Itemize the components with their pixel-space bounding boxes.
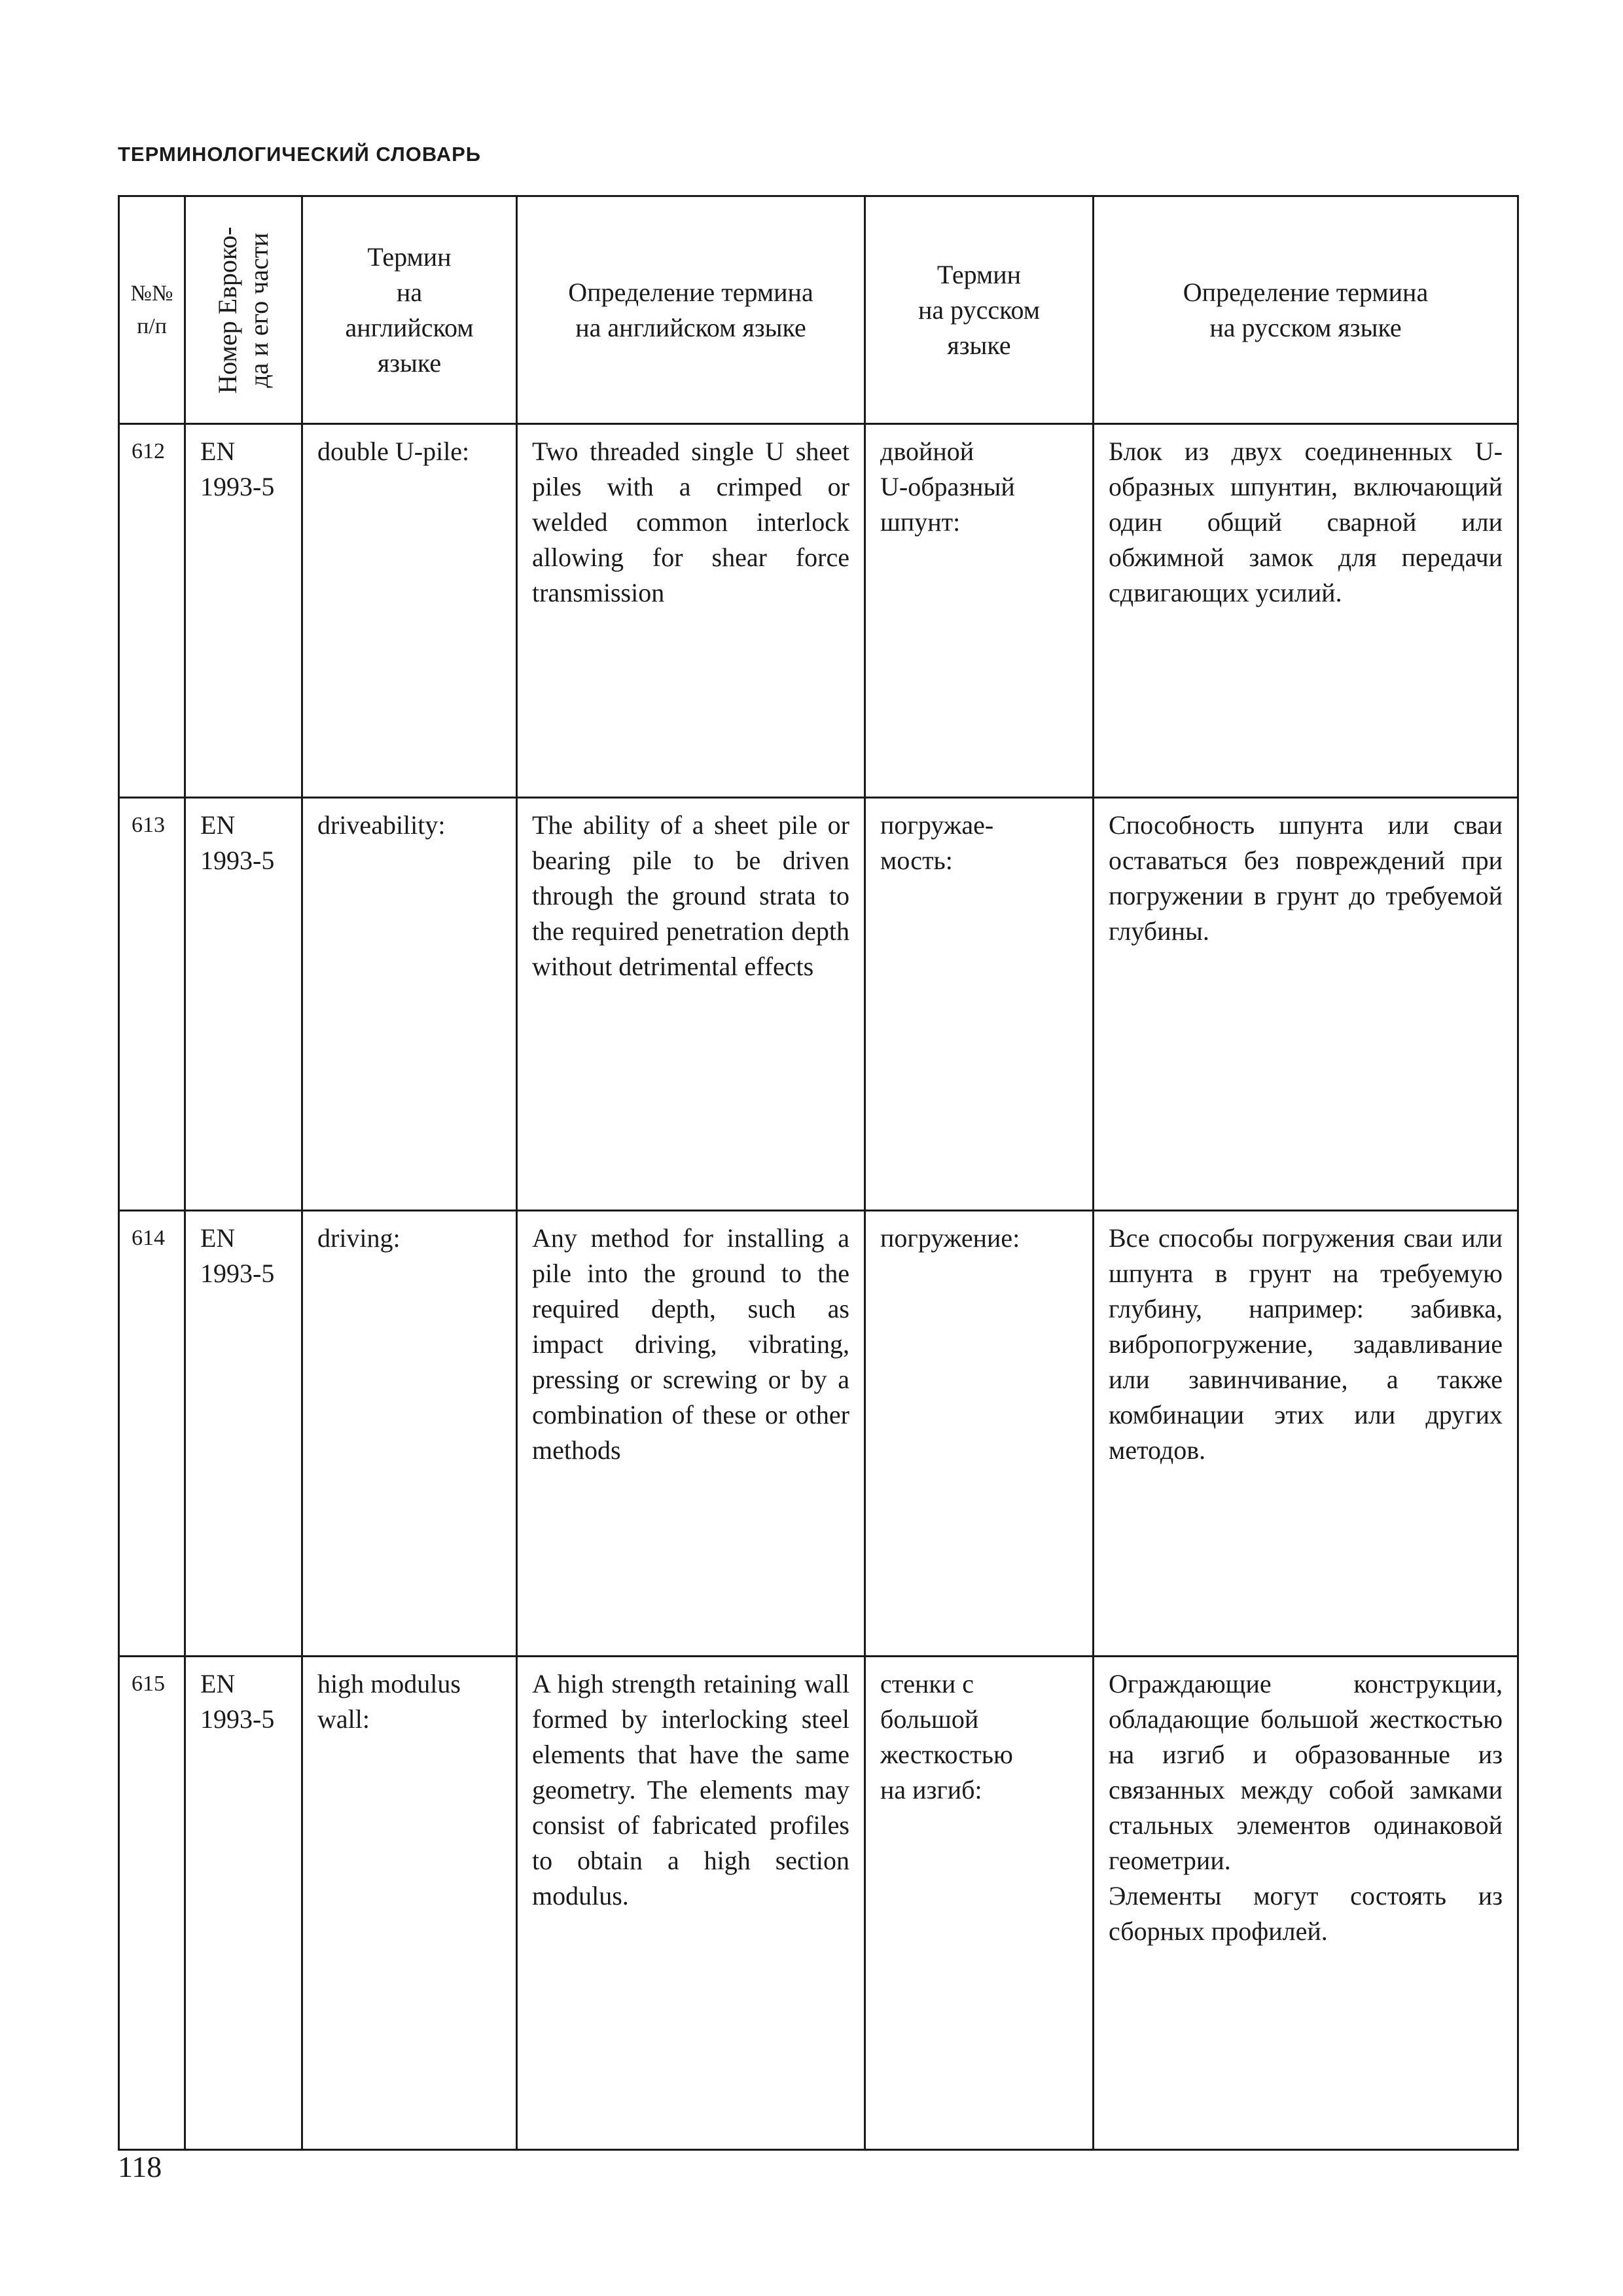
- header-eurocode-rotated: [212, 226, 275, 393]
- header-number: [119, 196, 185, 424]
- running-header: ТЕРМИНОЛОГИЧЕСКИЙ СЛОВАРЬ: [118, 143, 482, 166]
- eurocode-line: EN: [200, 1223, 236, 1253]
- header-term-ru-line: языке: [947, 330, 1011, 360]
- eurocode-line: 1993-5: [200, 846, 275, 875]
- entry-def-en: [517, 1211, 865, 1657]
- header-def-ru-line: Определение термина: [1183, 277, 1429, 307]
- term-ru-line: мость:: [880, 846, 953, 875]
- term-ru-line: двойной: [880, 437, 974, 466]
- def-en-paragraph: The ability of a sheet pile or bearing pile to be driven through the ground strata to the required penetration depth without detrimental effects: [532, 810, 849, 981]
- term-en-line: wall:: [317, 1704, 370, 1734]
- term-en-line: high modulus: [317, 1669, 461, 1698]
- term-ru-line: стенки с: [880, 1669, 974, 1698]
- header-term-en-line: языке: [377, 348, 442, 378]
- header-term-en: [302, 196, 517, 424]
- eurocode-line: 1993-5: [200, 472, 275, 501]
- header-def-ru-line: на русском языке: [1209, 312, 1402, 342]
- def-en-paragraph: Two threaded single U sheet piles with a crimped or welded common interlock allowing for shear force transmission: [532, 437, 849, 607]
- term-ru-line: погружае-: [880, 810, 994, 840]
- entry-def-en: [517, 1657, 865, 2150]
- def-ru-paragraph: Все способы погружения сваи или шпунта в грунт на требуемую глубину, например: забивка, вибропогружение, задавливание или завинчивание, а также комбинации этих или других методов.: [1109, 1223, 1503, 1465]
- entry-number: 615: [119, 1657, 185, 2150]
- term-ru-line: на изгиб:: [880, 1775, 982, 1804]
- header-def-en-line: Определение термина: [568, 277, 813, 307]
- header-term-ru: [865, 196, 1094, 424]
- header-number-line: №№: [130, 281, 173, 306]
- def-ru-paragraph: Способность шпунта или сваи оставаться без повреждений при погружении в грунт до требуемой глубины.: [1109, 810, 1503, 946]
- header-term-en-line: на: [396, 277, 423, 307]
- term-ru-line: шпунт:: [880, 507, 961, 537]
- entry-term-ru: [865, 1657, 1094, 2150]
- header-term-en-line: английском: [345, 312, 474, 342]
- entry-def-en: [517, 424, 865, 798]
- entry-term-en: [302, 424, 517, 798]
- def-en-paragraph: Any method for installing a pile into the ground to the required depth, such as impact driving, vibrating, pressing or screwing or by a combination of these or other methods: [532, 1223, 849, 1465]
- header-row: [119, 196, 1518, 424]
- eurocode-line: 1993-5: [200, 1704, 275, 1734]
- term-ru-line: жесткостью: [880, 1740, 1013, 1769]
- eurocode-line: EN: [200, 1669, 236, 1698]
- table-row: [119, 1211, 1518, 1657]
- term-ru-line: U-образный: [880, 472, 1015, 501]
- entry-term-en: [302, 1211, 517, 1657]
- entry-def-en: [517, 798, 865, 1211]
- term-en-line: driving:: [317, 1223, 401, 1253]
- def-en-paragraph: A high strength retaining wall formed by interlocking steel elements that have the same geometry. The elements may consist of fabricated profiles to obtain a high section modulus.: [532, 1669, 849, 1910]
- term-ru-line: погружение:: [880, 1223, 1020, 1253]
- table-row: [119, 1657, 1518, 2150]
- entry-term-ru: [865, 424, 1094, 798]
- entry-eurocode: [185, 798, 302, 1211]
- entry-def-ru: [1094, 1211, 1518, 1657]
- header-eurocode-line: Номер Евроко-: [213, 226, 242, 394]
- entry-number: 612: [119, 424, 185, 798]
- header-number-line: п/п: [137, 314, 167, 338]
- entry-number: 613: [119, 798, 185, 1211]
- table-row: [119, 798, 1518, 1211]
- term-en-line: double U-pile:: [317, 437, 470, 466]
- entry-term-en: [302, 1657, 517, 2150]
- header-term-ru-line: Термин: [936, 259, 1022, 289]
- entry-eurocode: [185, 1211, 302, 1657]
- page-number: 118: [118, 2150, 162, 2183]
- header-def-en: [517, 196, 865, 424]
- term-ru-line: большой: [880, 1704, 979, 1734]
- header-def-ru: [1094, 196, 1518, 424]
- header-term-ru-line: на русском: [918, 295, 1041, 325]
- entry-eurocode: [185, 1657, 302, 2150]
- def-ru-paragraph: Блок из двух соединенных U-образных шпунтин, включающий один общий сварной или обжимной замок для передачи сдвигающих усилий.: [1109, 437, 1503, 607]
- header-term-en-line: Термин: [367, 242, 452, 272]
- term-en-line: driveability:: [317, 810, 446, 840]
- eurocode-line: EN: [200, 437, 236, 466]
- entry-term-ru: [865, 1211, 1094, 1657]
- entry-term-en: [302, 798, 517, 1211]
- glossary-table: [118, 195, 1519, 2151]
- def-ru-paragraph: Ограждающие конструкции, обладающие большой жесткостью на изгиб и образованные из связанных между собой замками стальных элементов одинаковой геометрии.: [1109, 1669, 1503, 1875]
- entry-number: 614: [119, 1211, 185, 1657]
- def-ru-paragraph: Элементы могут состоять из сборных профилей.: [1109, 1881, 1503, 1946]
- entry-def-ru: [1094, 424, 1518, 798]
- entry-def-ru: [1094, 798, 1518, 1211]
- header-def-en-line: на английском языке: [575, 312, 806, 342]
- entry-def-ru: [1094, 1657, 1518, 2150]
- header-eurocode: [185, 196, 302, 424]
- entry-eurocode: [185, 424, 302, 798]
- eurocode-line: EN: [200, 810, 236, 840]
- header-eurocode-line: да и его части: [244, 232, 274, 388]
- entry-term-ru: [865, 798, 1094, 1211]
- eurocode-line: 1993-5: [200, 1259, 275, 1288]
- table-row: [119, 424, 1518, 798]
